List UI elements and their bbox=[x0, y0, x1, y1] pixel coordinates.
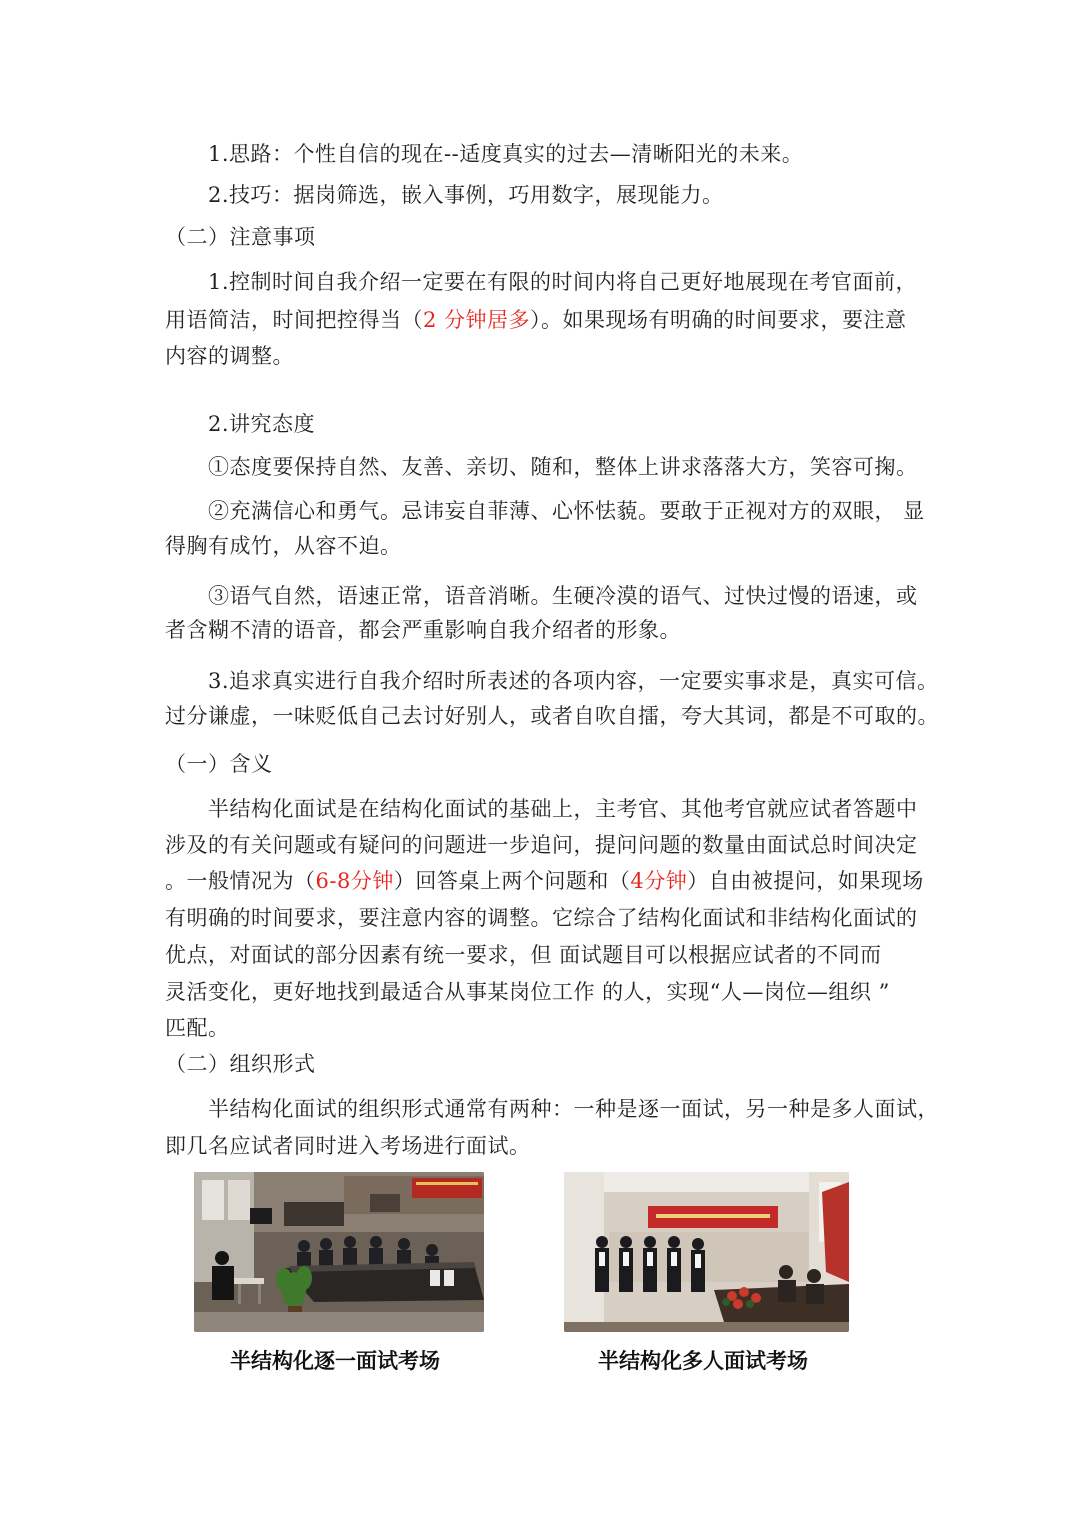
notes-p1-line2-after: ）。如果现场有明确的时间要求，要注意 bbox=[530, 308, 907, 332]
notes-p3-line2: 过分谦虚，一味贬低自己去讨好别人，或者自吹自擂，夸大其词，都是不可取的。 bbox=[165, 704, 939, 728]
meaning-line4: 有明确的时间要求，要注意内容的调整。它综合了结构化面试和非结构化面试的 bbox=[165, 906, 918, 930]
notes-p2-item1: ①态度要保持自然、友善、亲切、随和，整体上讲求落落大方，笑容可掬。 bbox=[208, 455, 918, 479]
highlight-six-eight-minutes: 6-8分钟 bbox=[315, 869, 394, 893]
heading-notes: （二）注意事项 bbox=[165, 225, 316, 249]
highlight-four-minutes: 4分钟 bbox=[630, 869, 688, 893]
highlight-two-minutes: 2 分钟居多 bbox=[423, 308, 531, 332]
meaning-line7: 匹配。 bbox=[165, 1016, 230, 1040]
photo-individual-interview-room bbox=[194, 1172, 484, 1332]
org-form-line2: 即几名应试者同时进入考场进行面试。 bbox=[165, 1134, 531, 1158]
caption-individual-interview: 半结构化逐一面试考场 bbox=[230, 1349, 440, 1373]
notes-p2-item3-line2: 者含糊不清的语音，都会严重影响自我介绍者的形象。 bbox=[165, 618, 681, 642]
caption-group-interview: 半结构化多人面试考场 bbox=[598, 1349, 808, 1373]
photo-group-interview-room bbox=[564, 1172, 849, 1332]
meaning-line3-a: 。一般情况为（ bbox=[165, 869, 316, 893]
notes-p3-line1: 3.追求真实进行自我介绍时所表述的各项内容，一定要实事求是，真实可信。 bbox=[208, 669, 939, 693]
notes-p1-line1: 1.控制时间自我介绍一定要在有限的时间内将自己更好地展现在考官面前， bbox=[208, 270, 918, 294]
paragraph-technique: 2.技巧：据岗筛选，嵌入事例，巧用数字，展现能力。 bbox=[208, 183, 724, 207]
meaning-line6: 灵活变化，更好地找到最适合从事某岗位工作 的人，实现“人—岗位—组织 ” bbox=[165, 980, 890, 1004]
meaning-line3-c: ）自由被提问，如果现场 bbox=[687, 869, 924, 893]
notes-p1-line2 bbox=[165, 306, 907, 334]
meaning-line2: 涉及的有关问题或有疑问的问题进一步追问，提问问题的数量由面试总时间决定 bbox=[165, 833, 918, 857]
org-form-line1: 半结构化面试的组织形式通常有两种：一种是逐一面试，另一种是多人面试， bbox=[208, 1097, 939, 1121]
notes-p2-item2-line2: 得胸有成竹，从容不迫。 bbox=[165, 534, 402, 558]
meaning-line3-b: ）回答桌上两个问题和（ bbox=[393, 869, 631, 893]
meaning-line3 bbox=[165, 867, 924, 895]
notes-p2-title: 2.讲究态度 bbox=[208, 412, 316, 436]
meaning-line1: 半结构化面试是在结构化面试的基础上，主考官、其他考官就应试者答题中 bbox=[208, 797, 918, 821]
notes-p1-line2-before: 用语简洁，时间把控得当（ bbox=[165, 308, 423, 332]
paragraph-approach: 1.思路：个性自信的现在--适度真实的过去—清晰阳光的未来。 bbox=[208, 142, 804, 166]
notes-p2-item2-line1: ②充满信心和勇气。忌讳妄自菲薄、心怀怯藐。要敢于正视对方的双眼， 显 bbox=[208, 499, 925, 523]
notes-p1-line3: 内容的调整。 bbox=[165, 344, 294, 368]
meaning-line5: 优点，对面试的部分因素有统一要求，但 面试题目可以根据应试者的不同而 bbox=[165, 943, 882, 967]
notes-p2-item3-line1: ③语气自然，语速正常，语音消晰。生硬冷漠的语气、过快过慢的语速，或 bbox=[208, 584, 918, 608]
heading-org-form: （二）组织形式 bbox=[165, 1052, 316, 1076]
heading-meaning: （一）含义 bbox=[165, 752, 273, 776]
